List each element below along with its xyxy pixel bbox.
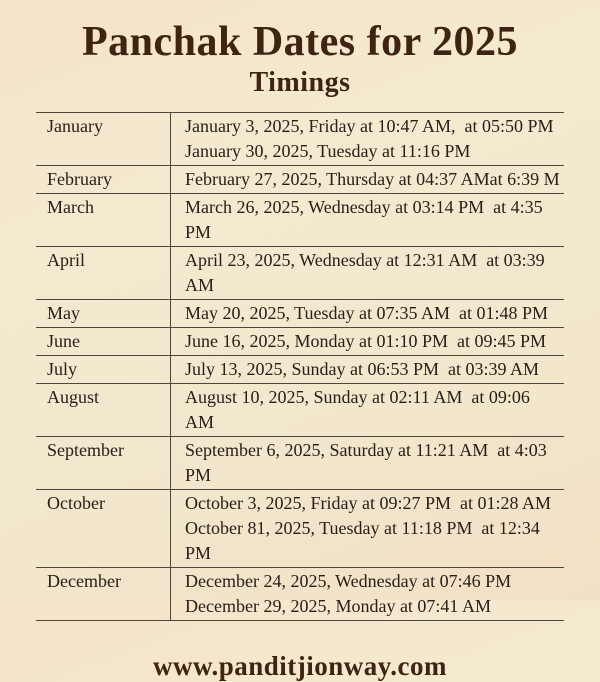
timing-line: July 13, 2025, Sunday at 06:53 PM at 03:39 AM [185, 358, 540, 379]
table-row [36, 383, 564, 436]
timing-details [171, 328, 564, 355]
timing-line: January 30, 2025, Tuesday at 11:16 PM [185, 140, 471, 161]
timing-details [171, 490, 564, 567]
month-label: January [36, 113, 171, 165]
timing-details [171, 166, 564, 193]
month-label: July [36, 356, 171, 383]
table-row [36, 436, 564, 489]
table-row [36, 327, 564, 355]
timing-line: May 20, 2025, Tuesday at 07:35 AM at 01:48 PM [185, 302, 549, 323]
timing-line: December 24, 2025, Wednesday at 07:46 PM [185, 570, 512, 591]
footer-url: www.panditjionway.com [152, 650, 448, 681]
timing-line: April 23, 2025, Wednesday at 12:31 AM at 03:39 AM [185, 249, 549, 295]
table-row [36, 299, 564, 327]
table-row [36, 193, 564, 246]
month-label: August [36, 384, 171, 436]
month-label: April [36, 247, 171, 299]
page-title: Panchak Dates for 2025 [81, 19, 519, 65]
panchak-table [36, 112, 564, 621]
table-row [36, 246, 564, 299]
month-label: May [36, 300, 171, 327]
month-label: February [36, 166, 171, 193]
timing-details [171, 568, 564, 620]
timing-details [171, 113, 564, 165]
month-label: December [36, 568, 171, 620]
timing-line: September 6, 2025, Saturday at 11:21 AM at 4:03 PM [185, 439, 552, 485]
timing-line: March 26, 2025, Wednesday at 03:14 PM at 4:35 PM [185, 196, 548, 242]
table-row [36, 489, 564, 567]
page-subtitle: Timings [249, 67, 351, 99]
table-row [36, 112, 564, 165]
month-label: March [36, 194, 171, 246]
timing-line: January 3, 2025, Friday at 10:47 AM, at 05:50 PM [185, 115, 554, 136]
timing-line: June 16, 2025, Monday at 01:10 PM at 09:45 PM [185, 330, 547, 351]
timing-details [171, 300, 564, 327]
table-row [36, 165, 564, 193]
timing-details [171, 247, 564, 299]
month-label: September [36, 437, 171, 489]
timing-line: October 81, 2025, Tuesday at 11:18 PM at 12:34 PM [185, 517, 545, 563]
timing-line: August 10, 2025, Sunday at 02:11 AM at 09:06 AM [185, 386, 534, 432]
timing-details [171, 194, 564, 246]
timing-details [171, 437, 564, 489]
table-row [36, 355, 564, 383]
timing-details [171, 384, 564, 436]
timing-details [171, 356, 564, 383]
month-label: October [36, 490, 171, 567]
table-row [36, 567, 564, 620]
month-label: June [36, 328, 171, 355]
timing-line: December 29, 2025, Monday at 07:41 AM [185, 595, 491, 616]
timing-line: February 27, 2025, Thursday at 04:37 AMat 6:39 M [185, 168, 560, 189]
timing-line: October 3, 2025, Friday at 09:27 PM at 01:28 AM [185, 492, 551, 513]
